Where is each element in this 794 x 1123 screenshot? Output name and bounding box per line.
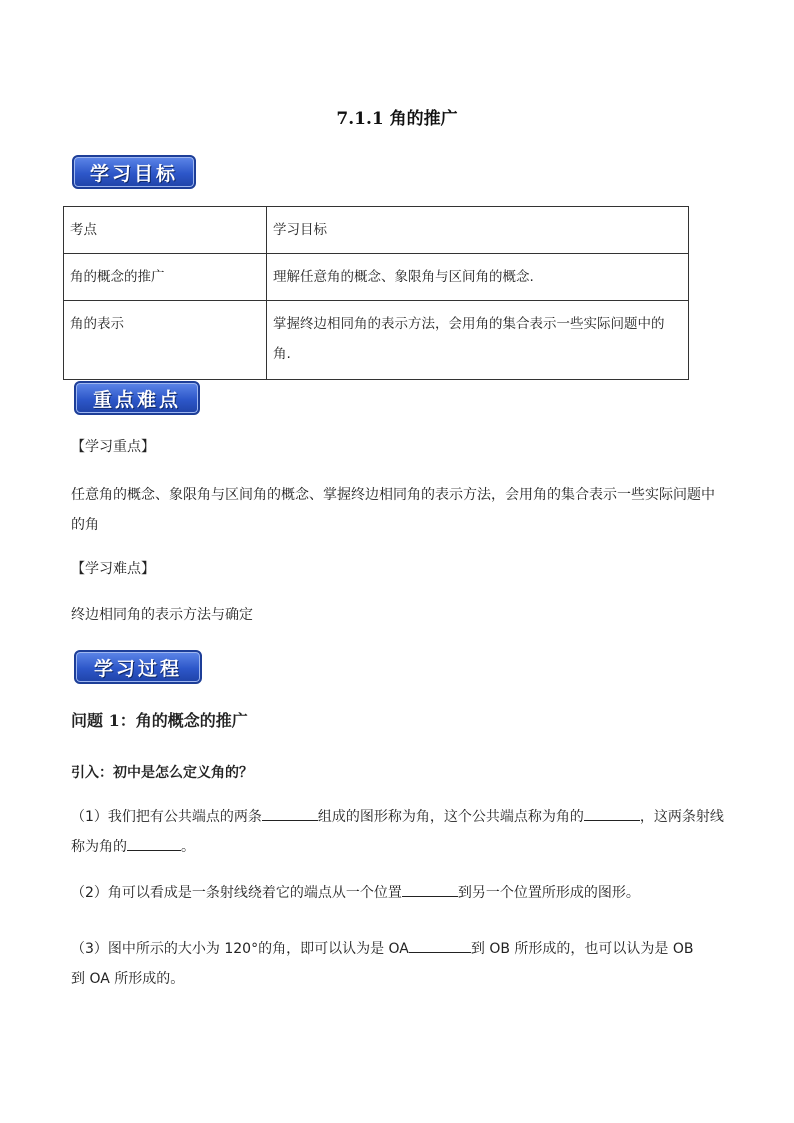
question-3 xyxy=(71,934,731,994)
question-text: 到 OA 所形成的。 xyxy=(71,971,185,987)
question-text: 到另一个位置所形成的图形。 xyxy=(457,885,640,901)
section-badge-key-points: 重点难点 xyxy=(74,381,200,415)
question-text: 。 xyxy=(181,839,195,855)
goals-table xyxy=(63,206,689,380)
page-title: 7.1.1 角的推广 xyxy=(336,109,458,129)
table-cell: 理解任意角的概念、象限角与区间角的概念. xyxy=(267,254,689,301)
focus-text: 任意角的概念、象限角与区间角的概念、掌握终边相同角的表示方法，会用角的集合表示一些实际问题中的角 xyxy=(71,487,715,533)
table-cell: 角的表示 xyxy=(64,301,267,380)
fill-blank[interactable] xyxy=(262,804,318,821)
intro-question: 引入：初中是怎么定义角的？ xyxy=(71,765,253,781)
table-row xyxy=(64,254,689,301)
table-cell: 掌握终边相同角的表示方法，会用角的集合表示一些实际问题中的角. xyxy=(267,301,689,380)
table-row xyxy=(64,301,689,380)
fill-blank[interactable] xyxy=(409,936,471,953)
table-header-cell: 学习目标 xyxy=(267,207,689,254)
table-cell: 角的概念的推广 xyxy=(64,254,267,301)
question-text: 称为角的 xyxy=(71,839,127,855)
difficulty-label: 【学习难点】 xyxy=(71,561,155,577)
question-text: 组成的图形称为角，这个公共端点称为角的 xyxy=(317,809,584,825)
question-text: ，这两条射线 xyxy=(639,809,724,825)
question-2 xyxy=(71,878,731,908)
question-text: 到 OB 所形成的，也可以认为是 OB xyxy=(470,941,694,957)
focus-label: 【学习重点】 xyxy=(71,439,155,455)
problem-heading: 问题 1：角的概念的推广 xyxy=(71,711,248,730)
question-text: （2）角可以看成是一条射线绕着它的端点从一个位置 xyxy=(71,885,402,901)
section-badge-process: 学习过程 xyxy=(74,650,202,684)
table-row xyxy=(64,207,689,254)
question-text: （3）图中所示的大小为 120°的角，即可以认为是 OA xyxy=(71,941,409,957)
question-1 xyxy=(71,802,731,862)
question-text: （1）我们把有公共端点的两条 xyxy=(71,809,262,825)
fill-blank[interactable] xyxy=(584,804,640,821)
section-badge-goals: 学习目标 xyxy=(72,155,196,189)
table-header-cell: 考点 xyxy=(64,207,267,254)
difficulty-text: 终边相同角的表示方法与确定 xyxy=(71,607,253,623)
fill-blank[interactable] xyxy=(402,880,458,897)
fill-blank[interactable] xyxy=(127,834,181,851)
